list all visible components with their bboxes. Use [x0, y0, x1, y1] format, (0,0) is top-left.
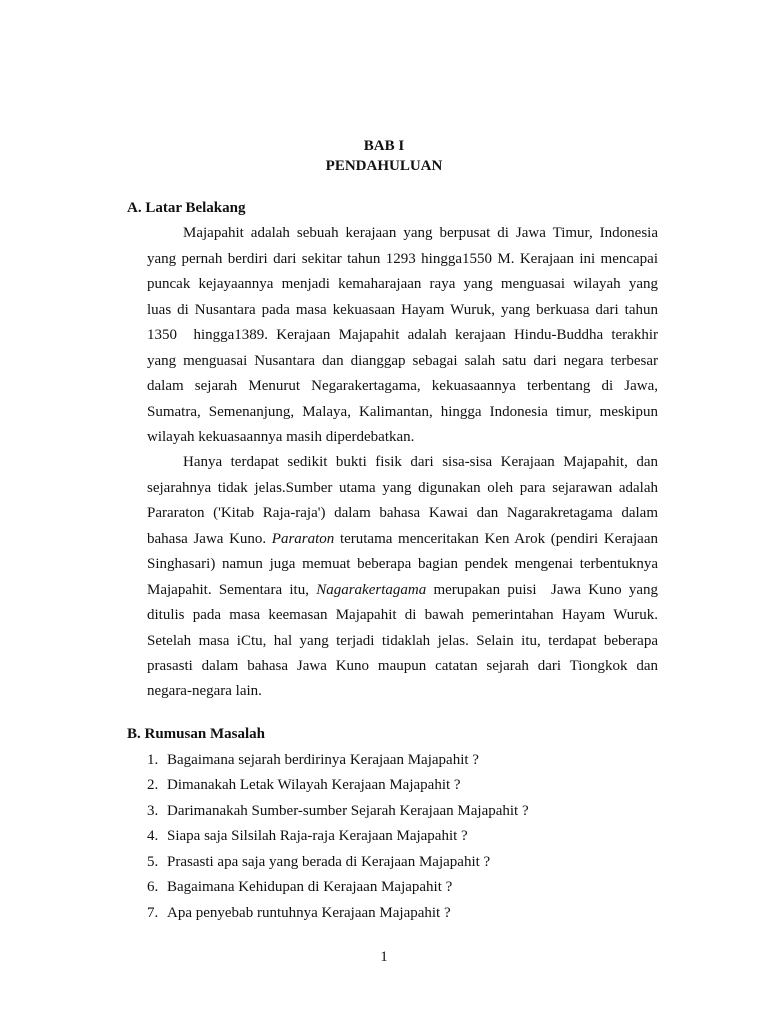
paragraph-line: ditulis pada masa keemasan Majapahit di bawah pemerintahan Hayam Wuruk.	[147, 607, 658, 623]
list-text: Siapa saja Silsilah Raja-raja Kerajaan Majapahit ?	[167, 828, 468, 844]
list-item	[147, 827, 468, 845]
paragraph-line: Sumatra, Semenanjung, Malaya, Kalimantan, hingga Indonesia timur, meskipun	[147, 404, 658, 420]
paragraph-line: Singhasari) namun juga memuat beberapa bagian pendek mengenai terbentuknya	[147, 556, 658, 572]
list-number: 5.	[147, 854, 159, 870]
list-text: Apa penyebab runtuhnya Kerajaan Majapahit ?	[167, 905, 451, 921]
work-title-nagarakertagama: Nagarakertagama	[316, 582, 427, 598]
list-item	[147, 878, 452, 896]
paragraph-line: negara-negara lain.	[147, 683, 262, 699]
paragraph-line: luas di Nusantara pada masa kekuasaan Hayam Wuruk, yang berkuasa dari tahun	[147, 302, 658, 318]
section-b-heading: B. Rumusan Masalah	[127, 726, 265, 742]
paragraph-line: yang menguasai Nusantara dan dianggap sebagai salah satu dari negara terbesar	[147, 353, 658, 369]
list-item	[147, 853, 490, 871]
paragraph-line: Setelah masa iCtu, hal yang terjadi tidaklah jelas. Selain itu, terdapat beberapa	[147, 633, 658, 649]
paragraph-line: Hanya terdapat sedikit bukti fisik dari sisa-sisa Kerajaan Majapahit, dan	[183, 454, 658, 470]
text-run: terutama menceritakan Ken Arok (pendiri Kerajaan	[334, 531, 658, 547]
chapter-title: PENDAHULUAN	[325, 158, 443, 174]
list-item	[147, 802, 529, 820]
paragraph-line: dalam sejarah Menurut Negarakertagama, kekuasaannya terbentang di Jawa,	[147, 378, 658, 394]
paragraph-line: sejarahnya tidak jelas.Sumber utama yang digunakan oleh para sejarawan adalah	[147, 480, 658, 496]
list-number: 6.	[147, 879, 159, 895]
paragraph-line: yang pernah berdiri dari sekitar tahun 1293 hingga1550 M. Kerajaan ini mencapai	[147, 251, 658, 267]
work-title-pararaton: Pararaton	[271, 531, 335, 547]
list-number: 2.	[147, 777, 159, 793]
list-number: 4.	[147, 828, 159, 844]
paragraph-line: Majapahit adalah sebuah kerajaan yang berpusat di Jawa Timur, Indonesia	[183, 225, 658, 241]
paragraph-line: Pararaton ('Kitab Raja-raja') dalam bahasa Kawai dan Nagarakretagama dalam	[147, 505, 658, 521]
list-item	[147, 751, 479, 769]
list-text: Darimanakah Sumber-sumber Sejarah Kerajaan Majapahit ?	[167, 803, 529, 819]
list-text: Bagaimana sejarah berdirinya Kerajaan Majapahit ?	[167, 752, 479, 768]
paragraph-line	[147, 581, 658, 599]
text-run: merupakan puisi Jawa Kuno yang	[426, 582, 658, 598]
list-text: Dimanakah Letak Wilayah Kerajaan Majapahit ?	[167, 777, 461, 793]
list-item	[147, 776, 461, 794]
list-item	[147, 904, 451, 922]
list-text: Bagaimana Kehidupan di Kerajaan Majapahit ?	[167, 879, 453, 895]
list-number: 7.	[147, 905, 159, 921]
paragraph-line: puncak kejayaannya menjadi kemaharajaan raya yang menguasai wilayah yang	[147, 276, 658, 292]
paragraph-line: prasasti dalam bahasa Jawa Kuno maupun catatan sejarah dari Tiongkok dan	[147, 658, 658, 674]
list-number: 3.	[147, 803, 159, 819]
paragraph-line	[147, 530, 658, 548]
page-number: 1	[380, 949, 388, 965]
paragraph-line: wilayah kekuasaannya masih diperdebatkan.	[147, 429, 415, 445]
text-run: bahasa Jawa Kuno.	[147, 531, 272, 547]
list-text: Prasasti apa saja yang berada di Kerajaan Majapahit ?	[167, 854, 491, 870]
section-a-heading: A. Latar Belakang	[127, 200, 246, 216]
chapter-label: BAB I	[363, 138, 405, 154]
list-number: 1.	[147, 752, 159, 768]
paragraph-line: 1350 hingga1389. Kerajaan Majapahit adalah kerajaan Hindu-Buddha terakhir	[147, 327, 658, 343]
text-run: Majapahit. Sementara itu,	[147, 582, 317, 598]
